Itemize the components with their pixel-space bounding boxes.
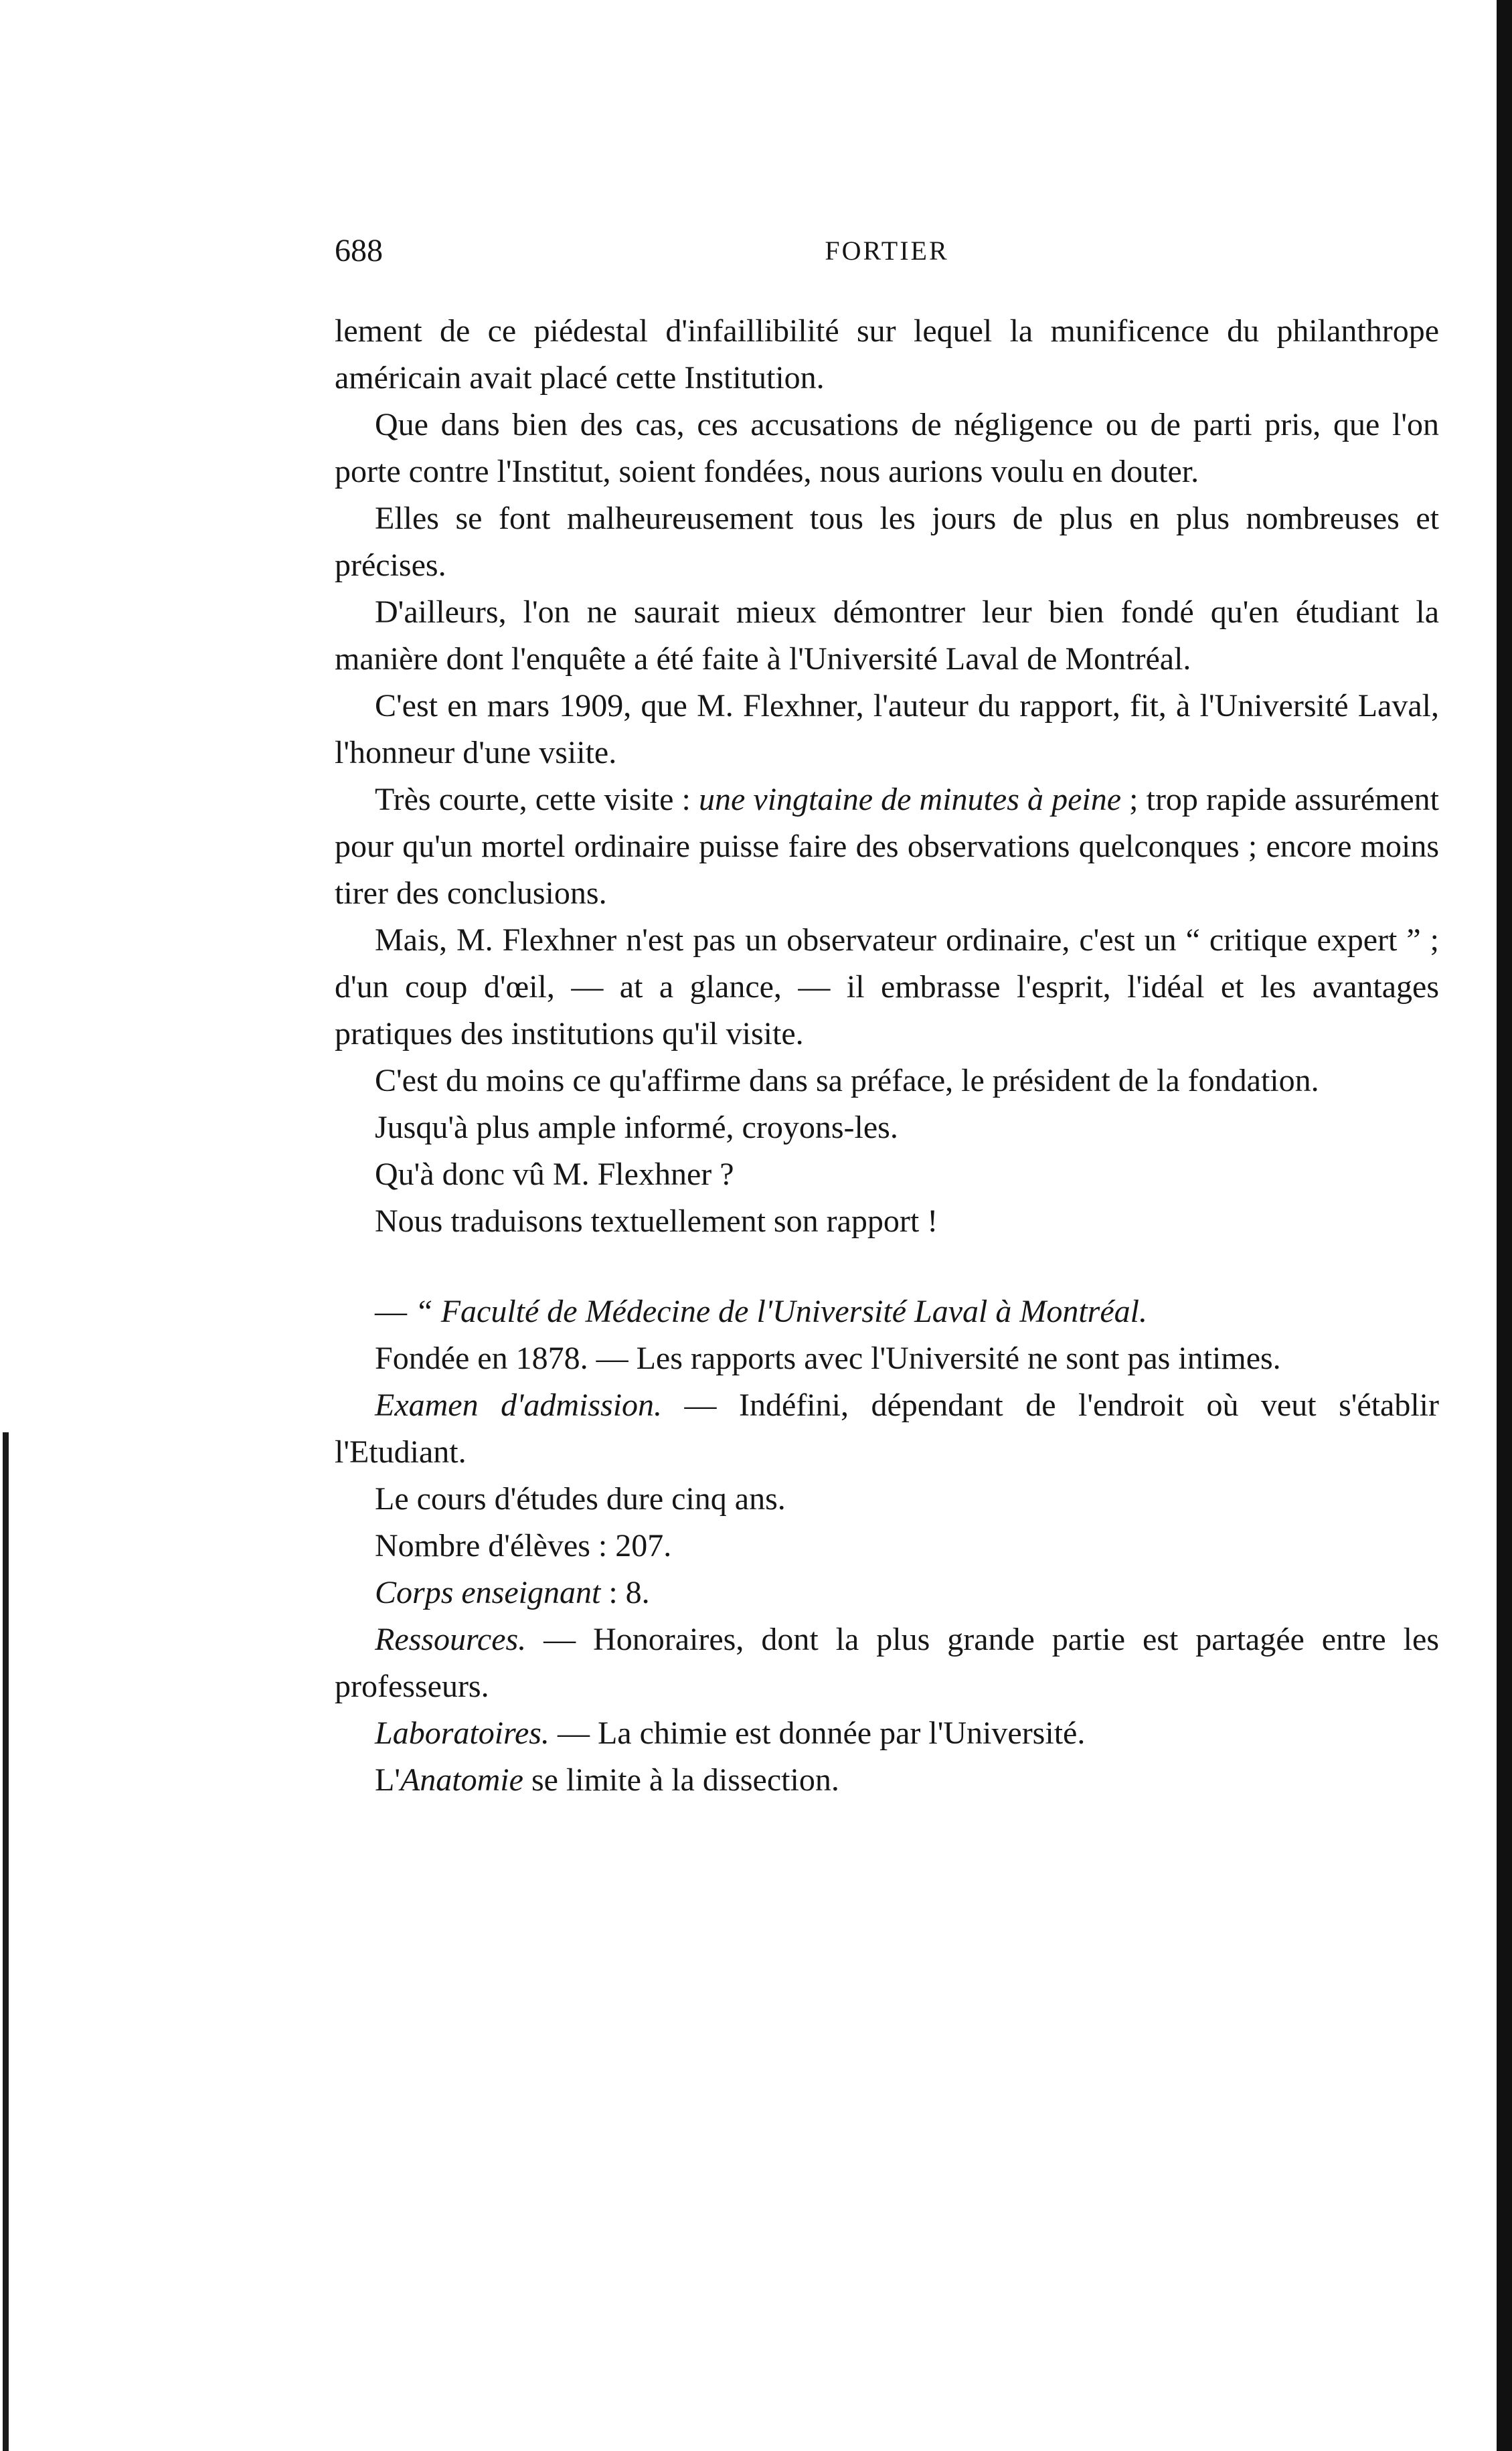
book-page [335, 228, 1439, 1804]
labs-label: Laboratoires. [375, 1715, 550, 1751]
anatomy-text: se limite à la dissection. [523, 1762, 839, 1798]
paragraph: Que dans bien des cas, ces accusations de négligence ou de parti pris, que l'on porte contre l'Institut, soient fondées, nous aurions voulu en douter. [335, 407, 1439, 489]
quote-title-italic: “ Faculté de Médecine de l'Université Laval à Montréal. [415, 1294, 1147, 1329]
em-dash: — [375, 1294, 415, 1329]
quote-students: Nombre d'élèves : 207. [375, 1528, 672, 1563]
staff-label: Corps enseignant [375, 1575, 601, 1610]
resources-text: — Honoraires, dont la plus grande partie est partagée entre les professeurs. [335, 1622, 1439, 1704]
scan-edge-right [1497, 0, 1512, 2451]
paragraph: lement de ce piédestal d'infaillibilité sur lequel la munificence du philanthrope américain avait placé cette Institution. [335, 313, 1439, 396]
paragraph: Mais, M. Flexhner n'est pas un observateur ordinaire, c'est un “ critique expert ” ; d'un coup d'œil, — at a glance, — il embrasse l'esprit, l'idéal et les avantages pratiques des institutions qu'il visite. [335, 922, 1439, 1051]
quote-title [335, 1288, 1439, 1335]
scan-edge-left [3, 1432, 9, 2451]
paragraph [335, 776, 1439, 917]
quote-course: Le cours d'études dure cinq ans. [375, 1481, 786, 1517]
staff-text: : 8. [600, 1575, 650, 1610]
quote-resources [335, 1616, 1439, 1710]
exam-label: Examen d'admission. [375, 1387, 663, 1423]
exam-text: — Indéfini, dépendant de l'endroit où veut s'établir l'Etudiant. [335, 1387, 1439, 1470]
text-run: ; trop rapide assurément pour qu'un mortel ordinaire puisse faire des observations quelconques ; encore moins tirer des conclusions. [335, 782, 1439, 911]
anatomy-prefix: L' [375, 1762, 400, 1798]
paragraph: Nous traduisons textuellement son rapport ! [375, 1203, 938, 1239]
resources-label: Ressources. [375, 1622, 527, 1657]
paragraph: Qu'à donc vû M. Flexhner ? [375, 1157, 734, 1192]
anatomy-label: Anatomie [400, 1762, 523, 1798]
running-title: FORTIER [825, 236, 949, 266]
quote-anatomy [335, 1757, 1439, 1804]
paragraph: C'est du moins ce qu'affirme dans sa préface, le président de la fondation. [375, 1063, 1319, 1098]
paragraph: C'est en mars 1909, que M. Flexhner, l'auteur du rapport, fit, à l'Université Laval, l'honneur d'une vsiite. [335, 688, 1439, 770]
paragraph: Jusqu'à plus ample informé, croyons-les. [375, 1110, 898, 1145]
page-header [335, 228, 1439, 308]
italic-run: une vingtaine de minutes à peine [699, 782, 1122, 817]
paragraph: Elles se font malheureusement tous les jours de plus en plus nombreuses et précises. [335, 501, 1439, 583]
labs-text: — La chimie est donnée par l'Université. [549, 1715, 1086, 1751]
text-run: Très courte, cette visite : [375, 782, 699, 817]
quote-exam [335, 1382, 1439, 1476]
section-gap [335, 1245, 1439, 1288]
quote-staff [335, 1570, 1439, 1616]
quote-labs [335, 1710, 1439, 1757]
paragraph: D'ailleurs, l'on ne saurait mieux démontrer leur bien fondé qu'en étudiant la manière dont l'enquête a été faite à l'Université Laval de Montréal. [335, 594, 1439, 677]
quote-founded: Fondée en 1878. — Les rapports avec l'Université ne sont pas intimes. [375, 1341, 1281, 1376]
page-number: 688 [335, 233, 383, 268]
